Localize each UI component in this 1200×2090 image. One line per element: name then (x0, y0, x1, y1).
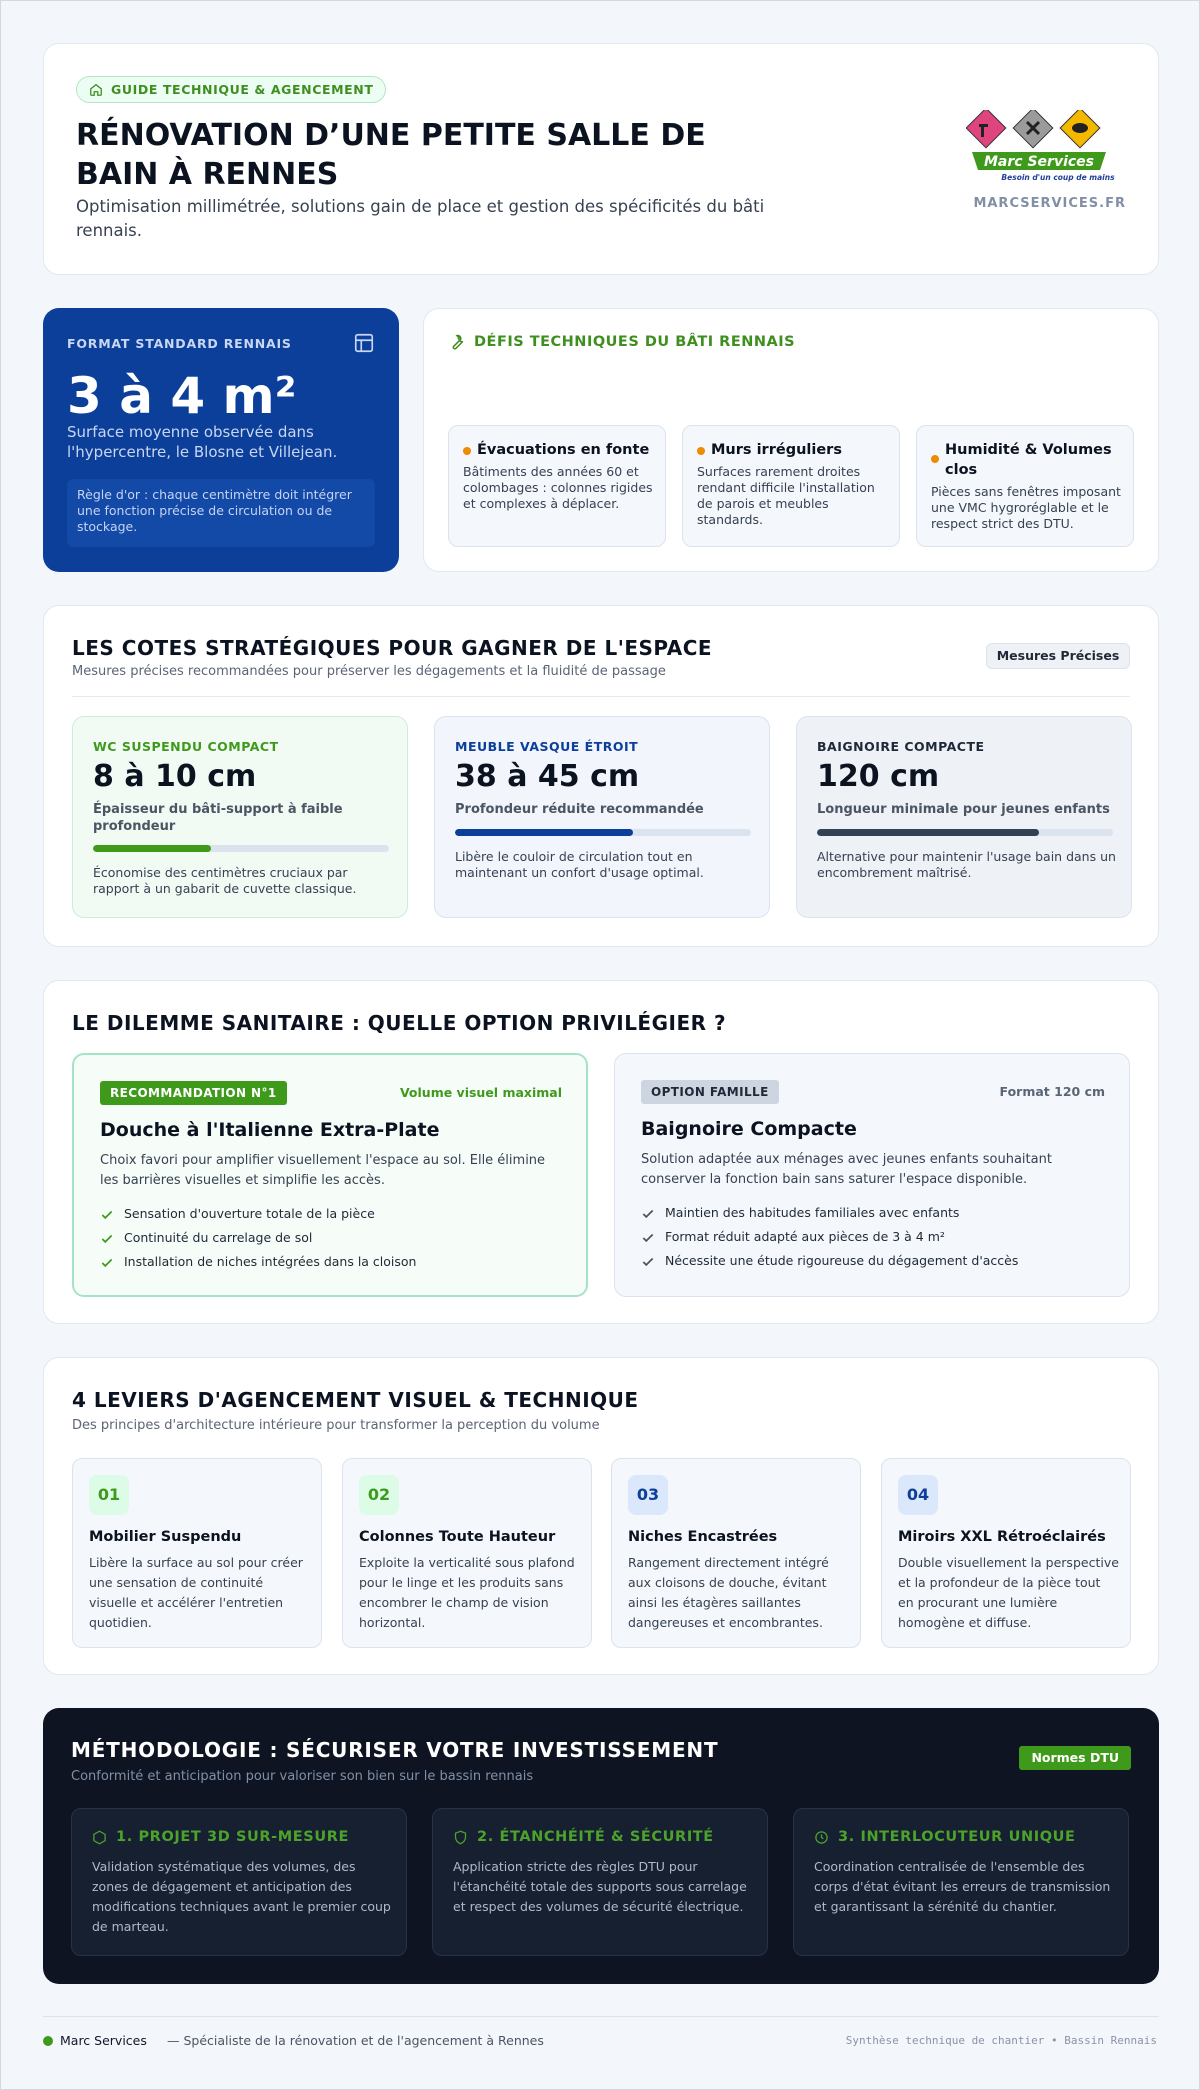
leviers-title: 4 LEVIERS D'AGENCEMENT VISUEL & TECHNIQUE (72, 1388, 639, 1412)
home-icon (89, 83, 103, 97)
method-title: 1. PROJET 3D SUR-MESURE (116, 1829, 349, 1845)
method-text: Validation systématique des volumes, des zones de dégagement et anticipation des modifications techniques avant le premier coup de marteau. (92, 1859, 391, 1934)
dilemme-title: LE DILEMME SANITAIRE : QUELLE OPTION PRIVILÉGIER ? (72, 1011, 727, 1035)
lever-number: 03 (628, 1475, 668, 1515)
cote-value: 8 à 10 cm (93, 759, 257, 794)
page-subtitle: Optimisation millimétrée, solutions gain de place et gestion des spécificités du bâti rennais. (76, 197, 765, 240)
dilemme-section (43, 980, 1159, 1324)
cote-label: MEUBLE VASQUE ÉTROIT (455, 739, 639, 754)
status-dot-icon (43, 2036, 53, 2046)
check-icon (100, 1256, 114, 1270)
method-title: 3. INTERLOCUTEUR UNIQUE (838, 1829, 1076, 1845)
check-icon (100, 1232, 114, 1246)
cote-label: WC SUSPENDU COMPACT (93, 739, 279, 754)
methodology-title: MÉTHODOLOGIE : SÉCURISER VOTRE INVESTISSEMENT (71, 1738, 719, 1762)
progress-bar (455, 829, 751, 836)
cote-value: 38 à 45 cm (455, 759, 640, 794)
header-card (43, 43, 1159, 275)
methodology-subtitle: Conformité et anticipation pour valoriser son bien sur le bassin rennais (71, 1769, 534, 1784)
guide-tag-label: GUIDE TECHNIQUE & AGENCEMENT (111, 82, 374, 97)
defi-card (916, 425, 1134, 547)
footer-divider (43, 2016, 1159, 2017)
wrench-icon (448, 333, 466, 351)
lever-title: Colonnes Toute Hauteur (359, 1529, 556, 1545)
defi-title: Murs irréguliers (711, 442, 842, 458)
cote-card (72, 716, 408, 918)
method-text: Application stricte des règles DTU pour l'étanchéité totale des supports sous carrelage et respect des volumes de sécurité électrique. (453, 1859, 747, 1914)
format-label: FORMAT STANDARD RENNAIS (67, 336, 292, 351)
cotes-section (43, 605, 1159, 947)
cote-note: Alternative pour maintenir l'usage bain dans un encombrement maîtrisé. (817, 849, 1116, 880)
lever-number: 02 (359, 1475, 399, 1515)
lever-number: 04 (898, 1475, 938, 1515)
cote-description: Épaisseur du bâti-support à faible profondeur (93, 802, 343, 834)
method-card (432, 1808, 768, 1956)
option-point-text: Format réduit adapté aux pièces de 3 à 4 m² (665, 1229, 945, 1244)
site-url: MARCSERVICES.FR (973, 196, 1126, 211)
cube-icon (92, 1830, 107, 1845)
clock-icon (814, 1830, 829, 1845)
option-point-text: Continuité du carrelage de sol (124, 1230, 313, 1245)
defi-title: Évacuations en fonte (477, 442, 650, 458)
lever-title: Mobilier Suspendu (89, 1529, 242, 1545)
logo-tagline-text: Besoin d'un coup de mains (1001, 173, 1115, 182)
cote-label: BAIGNOIRE COMPACTE (817, 739, 985, 754)
defi-card (448, 425, 666, 547)
cote-description: Profondeur réduite recommandée (455, 802, 704, 817)
option-point-text: Installation de niches intégrées dans la cloison (124, 1254, 417, 1269)
format-value: 3 à 4 m² (67, 367, 297, 425)
option-title: Douche à l'Italienne Extra-Plate (100, 1119, 440, 1141)
method-card (71, 1808, 407, 1956)
defis-title: DÉFIS TECHNIQUES DU BÂTI RENNAIS (474, 334, 796, 350)
defi-title: Humidité & Volumes clos (945, 442, 1112, 478)
method-text: Coordination centralisée de l'ensemble des corps d'état évitant les erreurs de transmission et garantissant la sérénité du chantier. (814, 1859, 1111, 1914)
progress-bar (93, 845, 389, 852)
option-meta: Format 120 cm (999, 1084, 1105, 1099)
check-icon (641, 1231, 655, 1245)
progress-fill (93, 845, 211, 852)
progress-fill (817, 829, 1039, 836)
option-card-baignoire (614, 1053, 1130, 1297)
option-point-text: Maintien des habitudes familiales avec enfants (665, 1205, 960, 1220)
lever-card (72, 1458, 322, 1648)
footer-description: — Spécialiste de la rénovation et de l'agencement à Rennes (167, 2033, 544, 2048)
defi-text: Surfaces rarement droites rendant difficile l'installation de parois et meubles standards. (697, 464, 875, 527)
format-rule: Règle d'or : chaque centimètre doit intégrer une fonction précise de circulation ou de stockage. (67, 479, 375, 547)
option-text: Solution adaptée aux ménages avec jeunes enfants souhaitant conserver la fonction bain sans saturer l'espace disponible. (641, 1152, 1052, 1187)
option-card-douche (72, 1053, 588, 1297)
cotes-subtitle: Mesures précises recommandées pour préserver les dégagements et la fluidité de passage (72, 664, 666, 679)
progress-bar (817, 829, 1113, 836)
marc-services-logo (966, 110, 1126, 230)
guide-tag (76, 76, 386, 103)
leviers-subtitle: Des principes d'architecture intérieure pour transformer la perception du volume (72, 1418, 600, 1433)
defi-card (682, 425, 900, 547)
check-icon (100, 1208, 114, 1222)
dtu-badge: Normes DTU (1019, 1746, 1131, 1770)
method-card (793, 1808, 1129, 1956)
format-description: Surface moyenne observée dans l'hypercentre, le Blosne et Villejean. (67, 423, 338, 461)
method-title: 2. ÉTANCHÉITÉ & SÉCURITÉ (477, 1829, 714, 1845)
defis-card (423, 308, 1159, 572)
option-point-text: Nécessite une étude rigoureuse du dégagement d'accès (665, 1253, 1019, 1268)
family-option-badge: OPTION FAMILLE (641, 1080, 779, 1104)
footer-brand: Marc Services (60, 2033, 147, 2048)
divider (72, 696, 1130, 697)
lever-text: Libère la surface au sol pour créer une sensation de continuité visuelle et accélérer l'entretien quotidien. (89, 1555, 303, 1630)
cote-description: Longueur minimale pour jeunes enfants (817, 802, 1110, 817)
defi-text: Pièces sans fenêtres imposant une VMC hygroréglable et le respect strict des DTU. (931, 484, 1121, 531)
cote-value: 120 cm (817, 759, 940, 794)
leviers-section (43, 1357, 1159, 1675)
logo-brand-text: Marc Services (984, 154, 1094, 170)
lever-card (611, 1458, 861, 1648)
precise-measures-badge: Mesures Précises (986, 643, 1130, 669)
option-title: Baignoire Compacte (641, 1118, 857, 1140)
option-point-text: Sensation d'ouverture totale de la pièce (124, 1206, 375, 1221)
lever-text: Exploite la verticalité sous plafond pour le linge et les produits sans encombrer le champ de vision horizontal. (359, 1555, 575, 1630)
option-text: Choix favori pour amplifier visuellement l'espace au sol. Elle élimine les barrières visuelles et simplifie les accès. (100, 1153, 546, 1188)
check-icon (641, 1207, 655, 1221)
progress-fill (455, 829, 633, 836)
bullet-dot-icon (463, 447, 471, 455)
layout-icon (353, 332, 375, 354)
cote-note: Libère le couloir de circulation tout en maintenant un confort d'usage optimal. (455, 849, 704, 880)
lever-number: 01 (89, 1475, 129, 1515)
shield-icon (453, 1830, 468, 1845)
footer-note: Synthèse technique de chantier • Bassin Rennais (845, 2034, 1157, 2047)
lever-title: Niches Encastrées (628, 1529, 778, 1545)
format-card (43, 308, 399, 572)
lever-card (881, 1458, 1131, 1648)
defi-text: Bâtiments des années 60 et colombages : colonnes rigides et complexes à déplacer. (463, 464, 653, 511)
lever-title: Miroirs XXL Rétroéclairés (898, 1529, 1106, 1545)
recommendation-badge: RECOMMANDATION N°1 (100, 1081, 287, 1105)
cote-card (796, 716, 1132, 918)
bullet-dot-icon (931, 455, 939, 463)
cote-card (434, 716, 770, 918)
cotes-title: LES COTES STRATÉGIQUES POUR GAGNER DE L'ESPACE (72, 636, 713, 660)
bullet-dot-icon (697, 447, 705, 455)
lever-card (342, 1458, 592, 1648)
lever-text: Double visuellement la perspective et la profondeur de la pièce tout en procurant une lumière homogène et diffuse. (898, 1555, 1119, 1630)
cote-note: Économise des centimètres cruciaux par rapport à un gabarit de cuvette classique. (93, 865, 357, 896)
lever-text: Rangement directement intégré aux cloisons de douche, évitant ainsi les étagères saillantes dangereuses et encombrantes. (628, 1555, 829, 1630)
methodology-section (43, 1708, 1159, 1984)
check-icon (641, 1255, 655, 1269)
page-title: RÉNOVATION D’UNE PETITE SALLE DE BAIN À RENNES (76, 118, 706, 192)
option-meta: Volume visuel maximal (399, 1085, 562, 1100)
